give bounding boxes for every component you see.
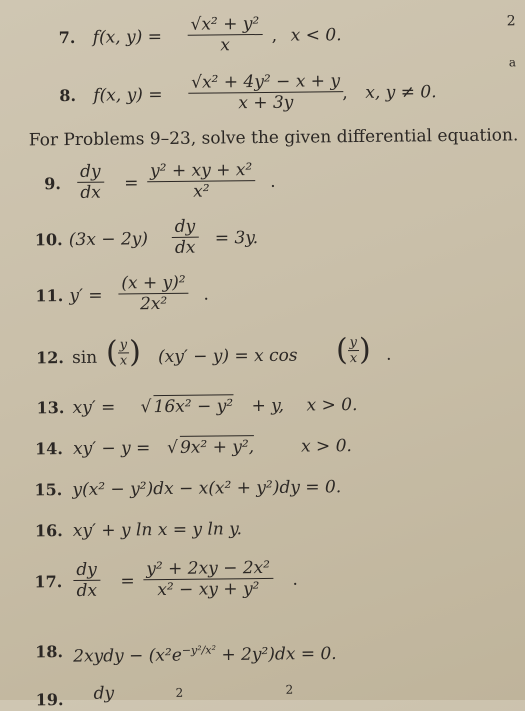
- period: .: [292, 569, 298, 590]
- fraction: [147, 160, 256, 202]
- problem-number: 15.: [34, 480, 63, 500]
- problem-number: 7.: [58, 27, 76, 48]
- condition: x > 0.: [306, 395, 358, 416]
- lhs: y′ =: [69, 285, 103, 307]
- problem-number: 13.: [36, 398, 65, 418]
- derivative: [172, 217, 199, 258]
- fraction: [118, 273, 189, 315]
- factor: (3x − 2y): [68, 229, 149, 251]
- sin-function: sin: [71, 347, 98, 368]
- derivative: [77, 162, 104, 203]
- problem-number: 17.: [34, 572, 63, 592]
- numerator: √x² + y²: [187, 14, 262, 36]
- fraction: [143, 558, 273, 600]
- period: .: [203, 284, 209, 305]
- period: .: [270, 171, 276, 192]
- comma: ,: [342, 83, 348, 104]
- fraction: [188, 71, 343, 114]
- exponent: 2: [175, 685, 184, 700]
- cos-argument: [335, 332, 371, 368]
- denominator: dx: [76, 580, 98, 601]
- left-paren: (: [335, 332, 348, 368]
- denominator: dx: [80, 182, 101, 203]
- exponent: 2: [285, 682, 294, 697]
- fraction: [187, 14, 262, 56]
- radical-sign: √: [166, 437, 178, 459]
- denominator: x²: [193, 181, 210, 202]
- problem-number: 12.: [35, 348, 65, 368]
- numerator: (x + y)²: [118, 273, 189, 295]
- equation: y(x² − y²)dx − x(x² + y²)dy = 0.: [72, 477, 342, 500]
- numerator: y: [348, 335, 360, 351]
- exponent: −y²/x²: [181, 643, 217, 657]
- right-paren: ): [128, 334, 141, 370]
- problem-number: 9.: [44, 174, 62, 194]
- equals: =: [124, 173, 139, 194]
- lhs: f(x, y) =: [93, 85, 163, 106]
- problem-number: 10.: [34, 230, 63, 250]
- right-paren: ): [358, 332, 371, 368]
- denominator: dx: [174, 237, 196, 258]
- denominator: x: [349, 351, 358, 367]
- numerator: y² + xy + x²: [147, 160, 255, 182]
- lhs: xy′ =: [72, 397, 116, 418]
- denominator: x + 3y: [238, 92, 294, 114]
- radicand: 16x² − y²: [153, 396, 234, 418]
- numerator: √x² + 4y² − x + y: [188, 71, 343, 94]
- period: .: [385, 344, 392, 365]
- problem-number: 14.: [34, 439, 63, 459]
- numerator: y² + 2xy − 2x²: [143, 558, 273, 580]
- lhs: xy′ − y =: [72, 438, 151, 459]
- problem-number: 16.: [34, 521, 63, 541]
- comma: ,: [271, 25, 278, 46]
- equation: [73, 639, 337, 666]
- ratio: [118, 337, 130, 368]
- problem-number: 8.: [59, 85, 77, 106]
- equation: xy′ + y ln x = y ln y.: [72, 519, 243, 541]
- denominator: x: [220, 35, 231, 56]
- condition: x, y ≠ 0.: [365, 82, 437, 103]
- derivative-numerator: dy: [93, 683, 115, 704]
- side-mark: a: [508, 55, 517, 70]
- lhs: f(x, y) =: [92, 27, 163, 48]
- rhs: + y,: [251, 395, 285, 417]
- equation-end: + 2y²)dx = 0.: [221, 643, 337, 666]
- denominator: 2x²: [139, 293, 168, 315]
- radical-sign: √: [140, 397, 152, 418]
- derivative: [73, 560, 100, 601]
- denominator: x: [119, 353, 128, 369]
- numerator: dy: [77, 162, 104, 183]
- sin-argument: [105, 334, 141, 371]
- equals: =: [120, 571, 135, 592]
- rhs: = 3y.: [214, 228, 259, 249]
- condition: x > 0.: [300, 436, 352, 457]
- ratio: [348, 335, 360, 366]
- condition: x < 0.: [290, 25, 342, 46]
- page-number: 2: [506, 13, 516, 30]
- left-paren: (: [105, 335, 118, 371]
- section-heading: For Problems 9–23, solve the given differential equation.: [28, 125, 519, 151]
- denominator: x² − xy + y²: [157, 579, 260, 601]
- problem-number: 11.: [35, 286, 64, 306]
- numerator: y: [118, 337, 130, 353]
- numerator: dy: [172, 217, 199, 238]
- equation-start: 2xydy − (x²e: [73, 645, 182, 667]
- problem-number: 19.: [35, 690, 64, 710]
- radicand: 9x² + y²,: [179, 437, 255, 458]
- middle-expression: (xy′ − y) = x cos: [157, 345, 298, 368]
- problem-number: 18.: [35, 642, 64, 662]
- numerator: dy: [73, 560, 100, 581]
